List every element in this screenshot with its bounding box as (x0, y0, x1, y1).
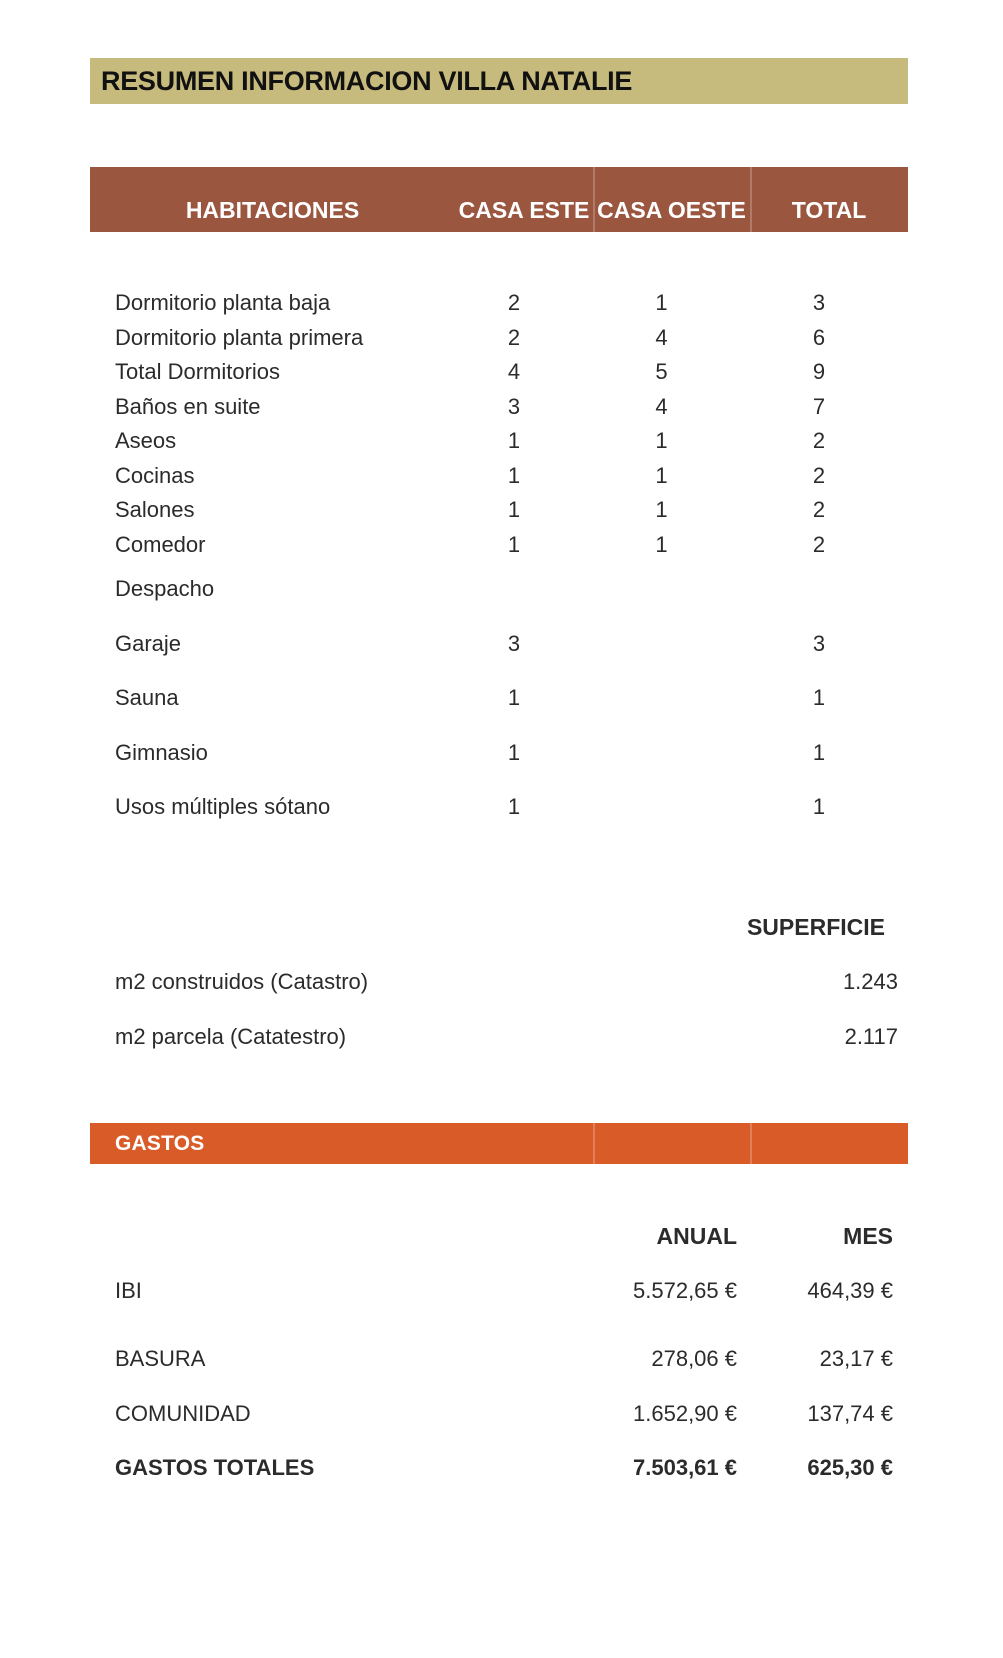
column-divider (750, 1123, 752, 1164)
rooms-table-row (90, 424, 908, 459)
superficie-row (90, 1010, 908, 1065)
casa-este-value: 3 (507, 630, 521, 656)
gasto-anual-value: 278,06 € (651, 1346, 737, 1372)
gastos-header-row (90, 1210, 893, 1265)
room-label: Usos múltiples sótano (115, 794, 331, 820)
total-value: 2 (812, 428, 826, 454)
gasto-mes-value: 23,17 € (819, 1346, 893, 1372)
casa-este-value: 1 (507, 685, 521, 711)
casa-oeste-value: 4 (655, 393, 668, 419)
casa-oeste-value: 1 (655, 462, 668, 488)
room-label: Dormitorio planta baja (115, 290, 331, 316)
rooms-table-row (90, 355, 908, 390)
room-label: Cocinas (115, 462, 195, 488)
column-header-mes: MES (843, 1223, 893, 1250)
title-bar (90, 58, 908, 104)
superficie-label: m2 parcela (Catatestro) (115, 1023, 347, 1049)
room-label: Garaje (115, 630, 182, 656)
casa-este-value: 2 (507, 324, 521, 350)
total-value: 6 (812, 324, 826, 350)
rooms-table-row (90, 671, 908, 726)
total-value: 1 (812, 794, 826, 820)
superficie-header: SUPERFICIE (746, 914, 885, 941)
rooms-table-row (90, 493, 908, 528)
gasto-anual-value: 1.652,90 € (633, 1400, 737, 1426)
total-value: 7 (812, 393, 826, 419)
room-label: Sauna (115, 685, 179, 711)
column-divider (750, 167, 752, 232)
rooms-table-row (90, 321, 908, 356)
gasto-label: COMUNIDAD (115, 1400, 251, 1426)
rooms-table-row (90, 780, 908, 835)
room-label: Gimnasio (115, 739, 208, 765)
total-value: 9 (812, 359, 826, 385)
gasto-label: IBI (115, 1278, 142, 1304)
gastos-row (90, 1387, 893, 1442)
casa-este-value: 1 (507, 428, 521, 454)
rooms-table-row (90, 390, 908, 425)
casa-oeste-value: 1 (655, 531, 668, 557)
casa-este-value: 2 (507, 290, 521, 316)
casa-este-value: 1 (507, 462, 521, 488)
column-divider (593, 1123, 595, 1164)
document-page (90, 58, 908, 1496)
rooms-table-header (90, 167, 908, 232)
rooms-table-row (90, 459, 908, 494)
gastos-row (90, 1332, 893, 1387)
superficie-section (90, 901, 908, 1065)
casa-oeste-value: 5 (655, 359, 668, 385)
superficie-header-row (90, 901, 908, 956)
casa-este-value: 1 (507, 531, 521, 557)
total-value: 2 (812, 462, 826, 488)
superficie-value: 1.243 (842, 969, 898, 995)
column-header-casa-este: CASA ESTE (458, 197, 590, 223)
room-label: Despacho (115, 576, 215, 602)
casa-este-value: 3 (507, 393, 521, 419)
rooms-table-row (90, 286, 908, 321)
room-label: Aseos (115, 428, 177, 454)
room-label: Total Dormitorios (115, 359, 281, 385)
gasto-anual-value: 5.572,65 € (633, 1278, 737, 1304)
column-header-anual: ANUAL (656, 1223, 737, 1250)
casa-este-value: 1 (507, 794, 521, 820)
casa-oeste-value: 1 (655, 290, 668, 316)
casa-este-value: 4 (507, 359, 521, 385)
total-value: 3 (812, 290, 826, 316)
gasto-label: GASTOS TOTALES (115, 1455, 315, 1481)
page-title: RESUMEN INFORMACION VILLA NATALIE (101, 65, 633, 96)
superficie-label: m2 construidos (Catastro) (115, 969, 369, 995)
column-divider (593, 167, 595, 232)
gasto-mes-value: 137,74 € (807, 1400, 893, 1426)
casa-este-value: 1 (507, 739, 521, 765)
gastos-bar-label: GASTOS (115, 1131, 205, 1155)
superficie-row (90, 955, 908, 1010)
rooms-table-row (90, 562, 908, 617)
room-label: Salones (115, 497, 195, 523)
superficie-rows (90, 955, 908, 1064)
gasto-anual-value: 7.503,61 € (633, 1455, 737, 1481)
room-label: Comedor (115, 531, 206, 557)
gastos-row (90, 1264, 893, 1319)
casa-oeste-value: 1 (655, 428, 668, 454)
column-header-habitaciones: HABITACIONES (185, 197, 360, 223)
total-value: 3 (812, 630, 826, 656)
total-value: 1 (812, 739, 826, 765)
rooms-table-row (90, 528, 908, 563)
gastos-table (90, 1210, 908, 1496)
gasto-label: BASURA (115, 1346, 206, 1372)
column-header-casa-oeste: CASA OESTE (597, 197, 746, 223)
room-label: Dormitorio planta primera (115, 324, 364, 350)
gastos-bar (90, 1123, 908, 1164)
casa-oeste-value: 4 (655, 324, 668, 350)
total-value: 2 (812, 497, 826, 523)
gastos-rows (90, 1264, 893, 1496)
rooms-table-row (90, 617, 908, 672)
total-value: 2 (812, 531, 826, 557)
total-value: 1 (812, 685, 826, 711)
casa-este-value: 1 (507, 497, 521, 523)
gastos-row (90, 1441, 893, 1496)
room-label: Baños en suite (115, 393, 261, 419)
rooms-table-body (90, 286, 908, 835)
superficie-value: 2.117 (844, 1023, 898, 1049)
rooms-table-row (90, 726, 908, 781)
casa-oeste-value: 1 (655, 497, 668, 523)
gasto-mes-value: 464,39 € (807, 1278, 893, 1304)
column-header-total: TOTAL (791, 197, 867, 223)
gasto-mes-value: 625,30 € (807, 1455, 893, 1481)
